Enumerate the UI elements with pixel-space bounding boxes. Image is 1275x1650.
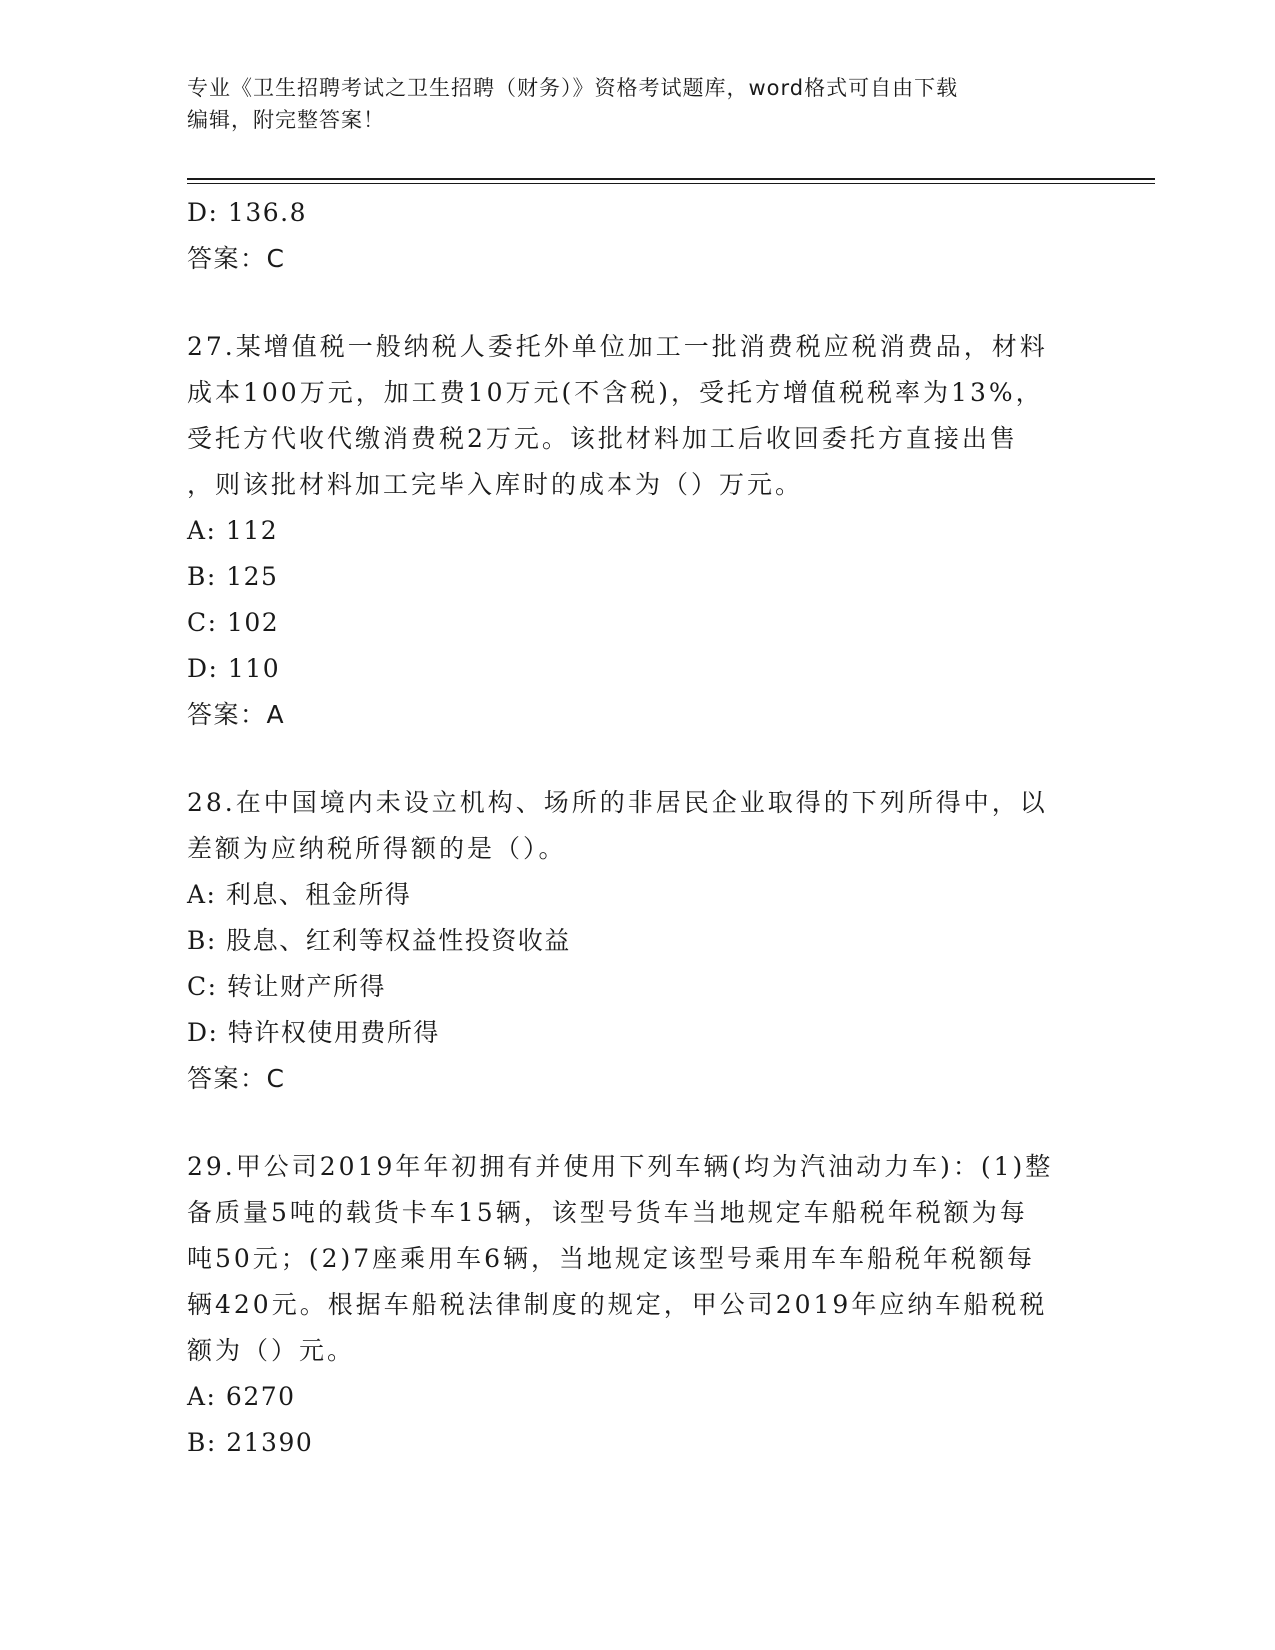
question-27	[187, 324, 1087, 738]
question-text-line: 受托方代收代缴消费税2万元。该批材料加工后收回委托方直接出售	[187, 424, 1018, 453]
question-text-line: 额为（）元。	[187, 1336, 356, 1365]
question-text-line: 备质量5吨的载货卡车15辆，该型号货车当地规定车船税年税额为每	[187, 1198, 1028, 1227]
question-text-line: 27.某增值税一般纳税人委托外单位加工一批消费税应税消费品，材料	[187, 332, 1048, 361]
answer-label: 答案：C	[187, 244, 286, 273]
option-b: B: 21390	[187, 1428, 314, 1457]
answer-label: 答案：A	[187, 700, 286, 729]
prev-question-tail	[187, 190, 1087, 282]
header-line-2: 编辑，附完整答案！	[187, 108, 385, 132]
question-text-line: ，则该批材料加工完毕入库时的成本为（）万元。	[187, 470, 804, 499]
option-d: D: 136.8	[187, 198, 307, 227]
option-a: A: 6270	[187, 1382, 296, 1411]
option-c: C: 转让财产所得	[187, 972, 386, 1001]
question-content	[187, 190, 1087, 1466]
header-divider-thin	[187, 183, 1155, 184]
option-d: D: 特许权使用费所得	[187, 1018, 440, 1047]
answer-label: 答案：C	[187, 1064, 286, 1093]
option-a: A: 利息、租金所得	[187, 880, 412, 909]
option-d: D: 110	[187, 654, 281, 683]
option-b: B: 股息、红利等权益性投资收益	[187, 926, 571, 955]
header-divider	[187, 178, 1155, 180]
question-text-line: 吨50元；(2)7座乘用车6辆，当地规定该型号乘用车车船税年税额每	[187, 1244, 1036, 1273]
option-b: B: 125	[187, 562, 279, 591]
option-c: C: 102	[187, 608, 280, 637]
question-text-line: 辆420元。根据车船税法律制度的规定，甲公司2019年应纳车船税税	[187, 1290, 1048, 1319]
question-28	[187, 780, 1087, 1102]
question-text-line: 29.甲公司2019年年初拥有并使用下列车辆(均为汽油动力车)：(1)整	[187, 1152, 1054, 1181]
document-header	[187, 72, 1087, 136]
question-text-line: 28.在中国境内未设立机构、场所的非居民企业取得的下列所得中，以	[187, 788, 1048, 817]
question-text-line: 差额为应纳税所得额的是（）。	[187, 834, 567, 863]
option-a: A: 112	[187, 516, 279, 545]
question-text-line: 成本100万元，加工费10万元(不含税)，受托方增值税税率为13%，	[187, 378, 1044, 407]
header-line-1: 专业《卫生招聘考试之卫生招聘（财务）》资格考试题库，word格式可自由下载	[187, 76, 959, 100]
question-29	[187, 1144, 1087, 1466]
